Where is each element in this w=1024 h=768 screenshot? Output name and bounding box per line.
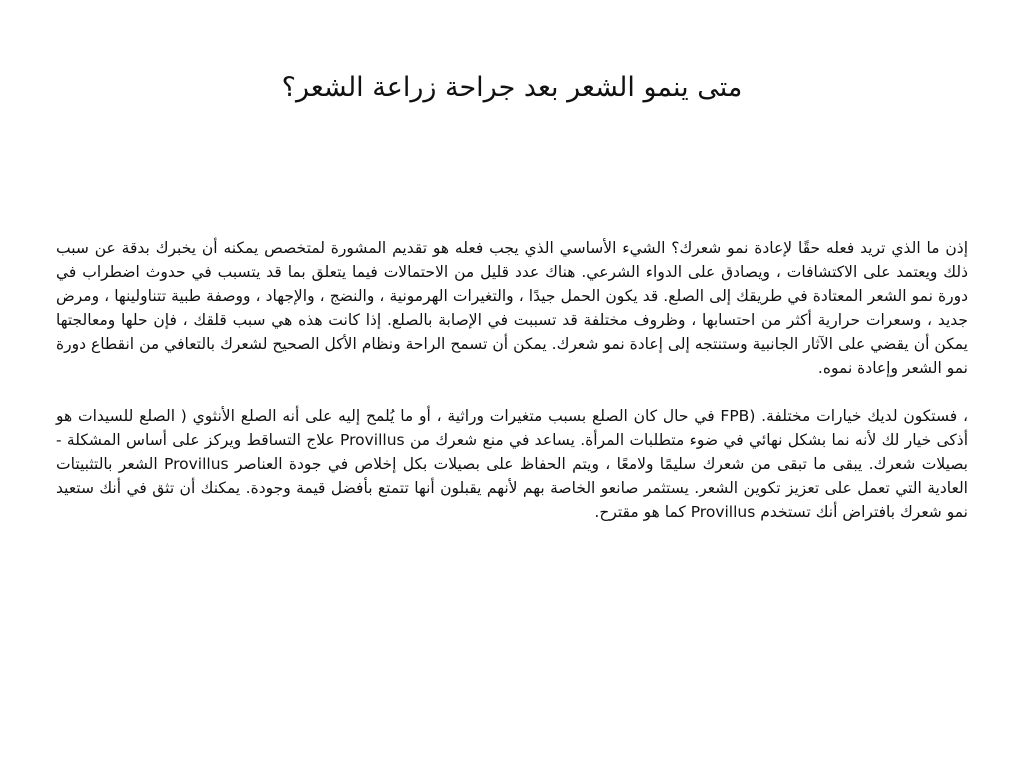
paragraph-1: إذن ما الذي تريد فعله حقًا لإعادة نمو شعرك؟ الشيء الأساسي الذي يجب فعله هو تقديم المشورة لمتخصص يمكنه أن يخبرك بدقة عن سبب ذلك ويعتمد على الاكتشافات ، ويصادق على الدواء الشرعي. هناك عدد قليل من الاحتمالات فيما يتعلق بما قد يتسبب في حدوث اضطراب في دورة نمو الشعر المعتادة في طريقك إلى الصلع. قد يكون الحمل جيدًا ، والتغيرات الهرمونية ، والنضج ، والإجهاد ، ووصفة طبية تتناولينها ، ومرض جديد ، وسعرات حرارية أكثر من احتسابها ، وظروف مختلفة قد تسببت في الإصابة بالصلع. إذا كانت هذه هي سبب قلقك ، فإن حلها ومعالجتها يمكن أن يقضي على الآثار الجانبية وستنتجه إلى إعادة نمو شعرك. يمكن أن تسمح الراحة ونظام الأكل الصحيح لشعرك بالتعافي من انقطاع دورة نمو الشعر وإعادة نموه. [56, 239, 968, 378]
slide-body [56, 236, 968, 548]
paragraph-2: ، فستكون لديك خيارات مختلفة. (FPB في حال كان الصلع بسبب متغيرات وراثية ، أو ما يُلمح إليه على أنه الصلع الأنثوي ( الصلع للسيدات هو أذكى خيار لك لأنه نما بشكل نهائي في ضوء متطلبات المرأة. يساعد في منع شعرك من Provillus علاج التساقط ويركز على أساس المشكلة - بصيلات شعرك. يبقى ما تبقى من شعرك سليمًا ولامعًا ، ويتم الحفاظ على بصيلات بكل إخلاص في جودة العناصر Provillus الشعر بالتثبيتات العادية التي تعمل على تعزيز تكوين الشعر. يستثمر صانعو الخاصة بهم لأنهم يقبلون أنها تتمتع بأفضل قيمة وجودة. يمكنك أن تثق في أنك ستعيد نمو شعرك بافتراض أنك تستخدم Provillus كما هو مقترح. [56, 407, 968, 522]
slide-title: متى ينمو الشعر بعد جراحة زراعة الشعر؟ [281, 72, 743, 103]
